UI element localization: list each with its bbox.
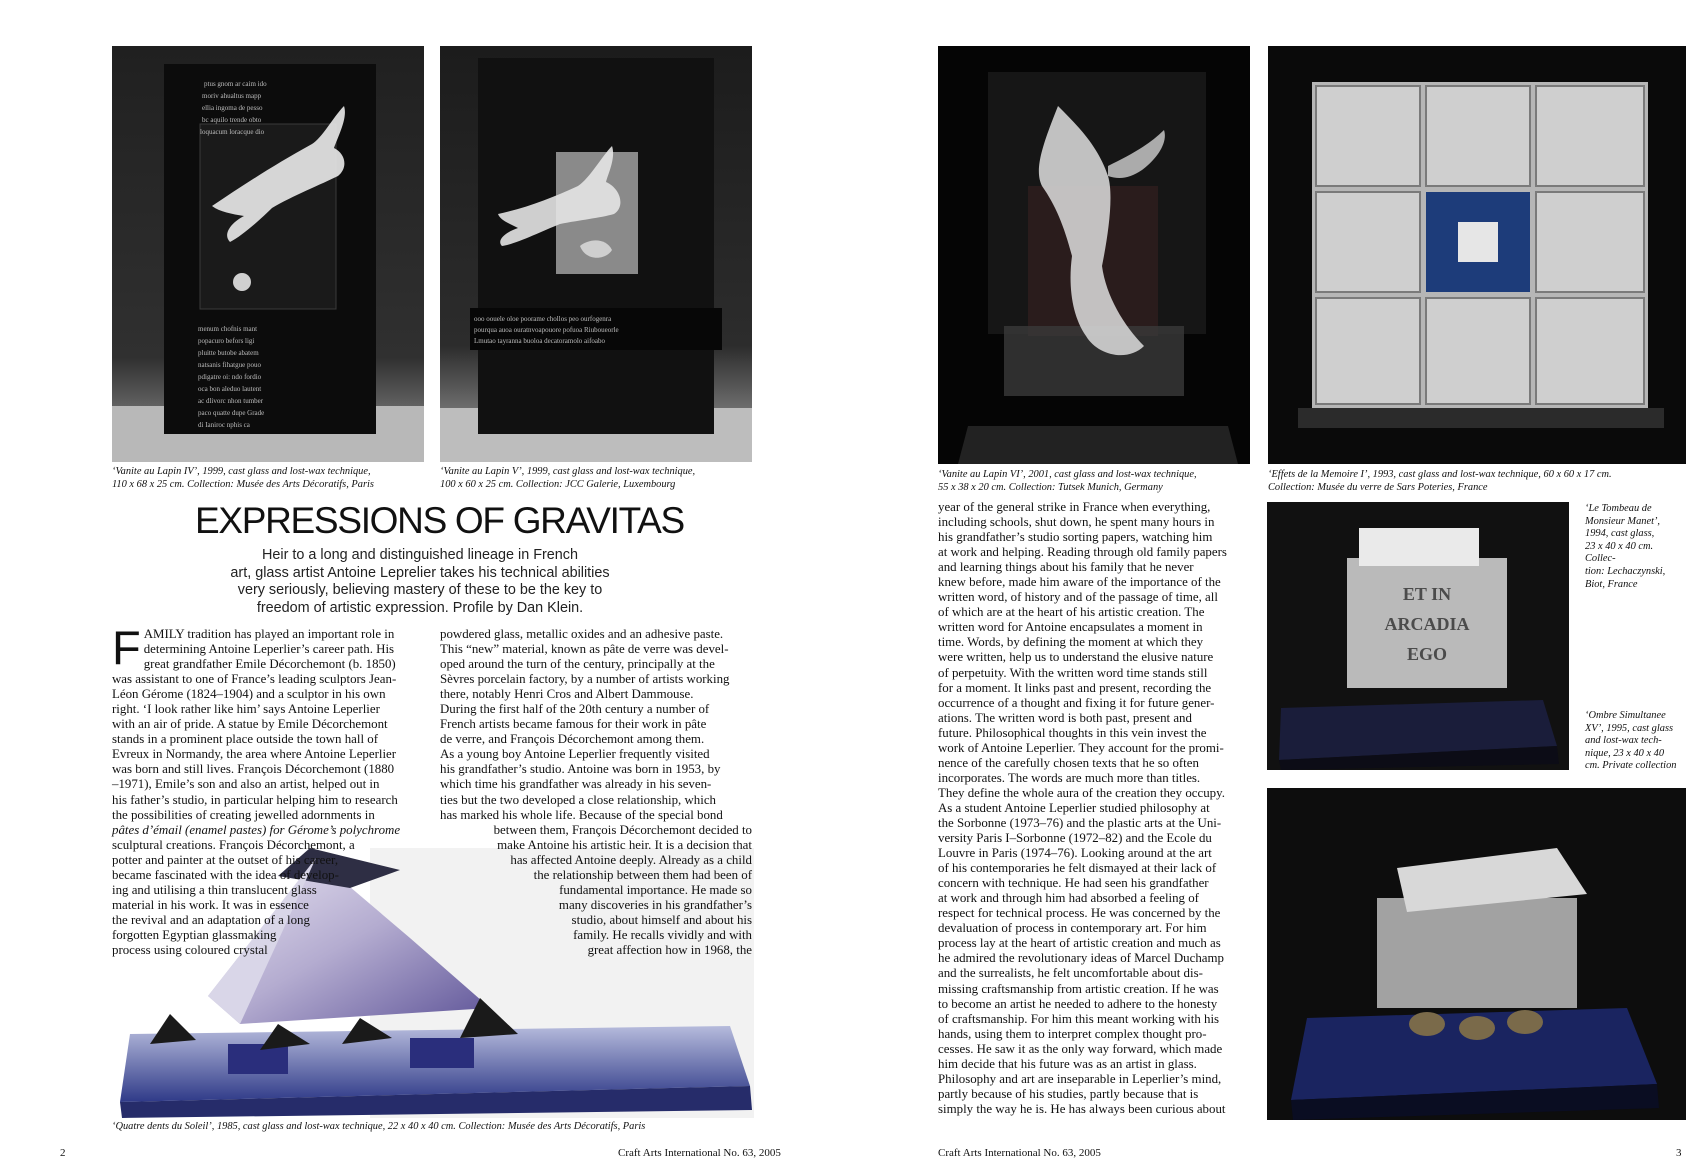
article-standfirst: Heir to a long and distinguished lineage in French art, glass artist Antoine Leprelier takes his technical abilities very seriously, believing mastery of these to be the key to freedom of artistic expression. Profile by Dan Klein.: [230, 547, 610, 616]
page-number: 2: [60, 1147, 66, 1159]
photo-caption: ‘Quatre dents du Soleil’, 1985, cast glass and lost-wax technique, 22 x 40 x 40 cm. Collection: Musée des Arts Décoratifs, Paris: [112, 1121, 646, 1132]
svg-text:oca bon aleduo lautent: oca bon aleduo lautent: [198, 385, 262, 393]
inscription-line: EGO: [1406, 644, 1448, 664]
sculpture-image: [1268, 46, 1686, 464]
drop-cap: F: [112, 621, 141, 674]
svg-text:pdigatre oi: ndo fordio: pdigatre oi: ndo fordio: [198, 373, 262, 381]
page-number: 3: [1676, 1147, 1682, 1159]
photo-vanite-lapin-vi: [938, 46, 1250, 464]
svg-text:menum chofnis mant: menum chofnis mant: [198, 325, 258, 333]
article-column-2: powdered glass, metallic oxides and an adhesive paste. This “new” material, known as pâte de verre was devel- oped around the turn of the century, principally at the Sèvres porcelain factory, by a number of artists working there, notably Henri Cros and Albert Dammouse. During the first half of the 20th century a number of French artists became famous for their work in pâte de verre, and François Décorchemont among them. As a young boy Antoine Leperlier frequently visited his grandfather’s studio. Antoine was born in 1953, by which time his grandfather was already in his seven- ties but the two developed a close relationship, which has marked his whole life. Because of the special bond between them, François Décorchemont decided to make Antoine his artistic heir. It is a decision that has affected Antoine deeply. Already as a child the relationship between them had been of fundamental importance. He made so many discoveries in his grandfather’s studio, about himself and about his family. He recalls vividly and with great affection how in 1968, the: [440, 627, 752, 957]
photo-caption: ‘Effets de la Memoire I’, 1993, cast glass and lost-wax technique, 60 x 60 x 17 cm. Collection: Musée du verre de Sars Poteries, France: [1268, 469, 1612, 493]
article-column-1: F AMILY tradition has played an important role in determining Antoine Leperlier’s career path. His great grandfather Emile Décorchemont (b. 1850) was assistant to one of France’s leading sculptors Jean- Léon Gérome (1824–1904) and a sculptor in his own right. ‘I look rather like him’ says Antoine Leperlier with an air of pride. A statue by Emile Décorchemont stands in a prominent place outside the town hall of Evreux in Normandy, the area where Antoine Leperlier was born and still lives. François Décorchemont (1880 –1971), Emile’s son and also an artist, helped out in his father’s studio, in particular helping him to research the possibilities of creating jewelled adornments in pâtes d’émail (enamel pastes) for Gérome’s polychrome sculptural creations. François Décorchemont, a potter and painter at the outset of his career, became fascinated with the idea of develop- ing and utilising a thin translucent glass material in his work. It was in essence the revival and an adaptation of a long forgotten Egyptian glassmaking process using coloured crystal: [112, 621, 401, 957]
inscription-line: ET IN: [1402, 584, 1452, 604]
inscription-line: ARCADIA: [1384, 614, 1470, 634]
svg-text:ooo oouele oloe poorame chollo: ooo oouele oloe poorame chollos peo ourfogenra: [474, 315, 612, 323]
photo-vanite-lapin-v: [440, 46, 752, 462]
sculpture-image: [1267, 502, 1569, 770]
photo-caption: ‘Vanite au Lapin IV’, 1999, cast glass and lost-wax technique, 110 x 68 x 25 cm. Collection: Musée des Arts Décoratifs, Paris: [112, 466, 374, 490]
article-title: EXPRESSIONS OF GRAVITAS: [195, 500, 684, 541]
svg-text:loquacum loracque dio: loquacum loracque dio: [200, 128, 265, 136]
svg-text:pluitte butobe abatem: pluitte butobe abatem: [198, 349, 259, 357]
svg-text:moriv ahualtus mapp: moriv ahualtus mapp: [202, 92, 262, 100]
photo-le-tombeau-de-monsieur-manet: [1267, 502, 1569, 770]
svg-text:ellia ingoma de pesso: ellia ingoma de pesso: [202, 104, 263, 112]
svg-text:Lmutao tayranna buoloa decator: Lmutao tayranna buoloa decatoramolo aifoabo: [474, 337, 606, 345]
photo-caption: ‘Vanite au Lapin V’, 1999, cast glass and lost-wax technique, 100 x 60 x 25 cm. Collection: JCC Galerie, Luxembourg: [440, 466, 696, 490]
svg-text:ptus gnom ar caim ido: ptus gnom ar caim ido: [204, 80, 267, 88]
svg-text:popacuro befors ligi: popacuro befors ligi: [198, 337, 255, 345]
svg-text:paco quatte dupe Grade: paco quatte dupe Grade: [198, 409, 265, 417]
sculpture-image: [112, 46, 424, 462]
photo-effets-de-la-memoire: [1268, 46, 1686, 464]
page-footer: Craft Arts International No. 63, 2005: [938, 1147, 1101, 1159]
sculpture-image: [1267, 788, 1686, 1120]
article-column-3: year of the general strike in France when everything, including schools, shut down, he spent many hours in his grandfather’s studio sorting papers, watching him at work and helping. Reading through old family papers and learning things about his family that he never knew before, made him aware of the importance of the written word, of history and of the passage of time, all of which are at the heart of his artistic creation. The written word for Antoine encapsulates a moment in time. Words, by defining the moment at which they were written, help us to understand the elusive nature of perpetuity. With the written word time stands still for a moment. It links past and present, recording the occurrence of a thought and fixing it for future gener- ations. The written word is both past, present and future. Philosophical thoughts in this vein invest the work of Antoine Leperlier. They account for the promi- nence of the carefully chosen texts that he so often incorporates. The words are much more than titles. They define the whole aura of the creation they occupy. As a student Antoine Leperlier studied philosophy at the Sorbonne (1973–76) and the plastic arts at the Uni- versity Paris I–Sorbonne (1972–82) and the Ecole du Louvre in Paris (1974–76). Looking around at the art of his contemporaries he felt dismayed at their lack of concern with technique. He had seen his grandfather at work and through him had absorbed a feeling of respect for technical process. He was concerned by the devaluation of process in contemporary art. For him process lay at the heart of artistic creation and much as he admired the revolutionary ideas of Marcel Duchamp and the surrealists, he felt uncomfortable about dis- missing craftsmanship from artistic creation. If he was to become an artist he needed to adhere to the honesty of craftsmanship. For him this meant working with his hands, using them to interpret complex thought pro- cesses. He saw it as the only way forward, which made him decide that his future was as an artist in glass. Philosophy and art are inseparable in Leperlier’s mind, partly because of his studies, partly because that is simply the way he is. He has always been curious about: [938, 500, 1227, 1116]
side-caption-ombre-simultanee: ‘Ombre Simultanee XV’, 1995, cast glass and lost-wax tech- nique, 23 x 40 x 40 cm. Private collection: [1585, 710, 1677, 772]
svg-text:ac dlivorc nhon tumber: ac dlivorc nhon tumber: [198, 397, 264, 405]
side-caption-le-tombeau: ‘Le Tombeau de Monsieur Manet’, 1994, cast glass, 23 x 40 x 40 cm. Collec- tion: Lechaczynski, Biot, France: [1585, 503, 1666, 590]
svg-text:bc aquilo trende obto: bc aquilo trende obto: [202, 116, 262, 124]
sculpture-image: [938, 46, 1250, 464]
page-footer: Craft Arts International No. 63, 2005: [618, 1147, 781, 1159]
photo-vanite-lapin-iv: [112, 46, 424, 462]
photo-ombre-simultanee-xv: [1267, 788, 1686, 1120]
svg-text:natsanis fihatgue pouo: natsanis fihatgue pouo: [198, 361, 261, 369]
svg-text:di Ianiroc nphis ca: di Ianiroc nphis ca: [198, 421, 250, 429]
photo-caption: ‘Vanite au Lapin VI’, 2001, cast glass and lost-wax technique, 55 x 38 x 20 cm. Collection: Tutsek Munich, Germany: [938, 469, 1197, 493]
sculpture-image: [440, 46, 752, 462]
svg-text:pourqua auoa ouratnvoapouore p: pourqua auoa ouratnvoapouore pofuoa Riuboueorle: [474, 326, 619, 334]
